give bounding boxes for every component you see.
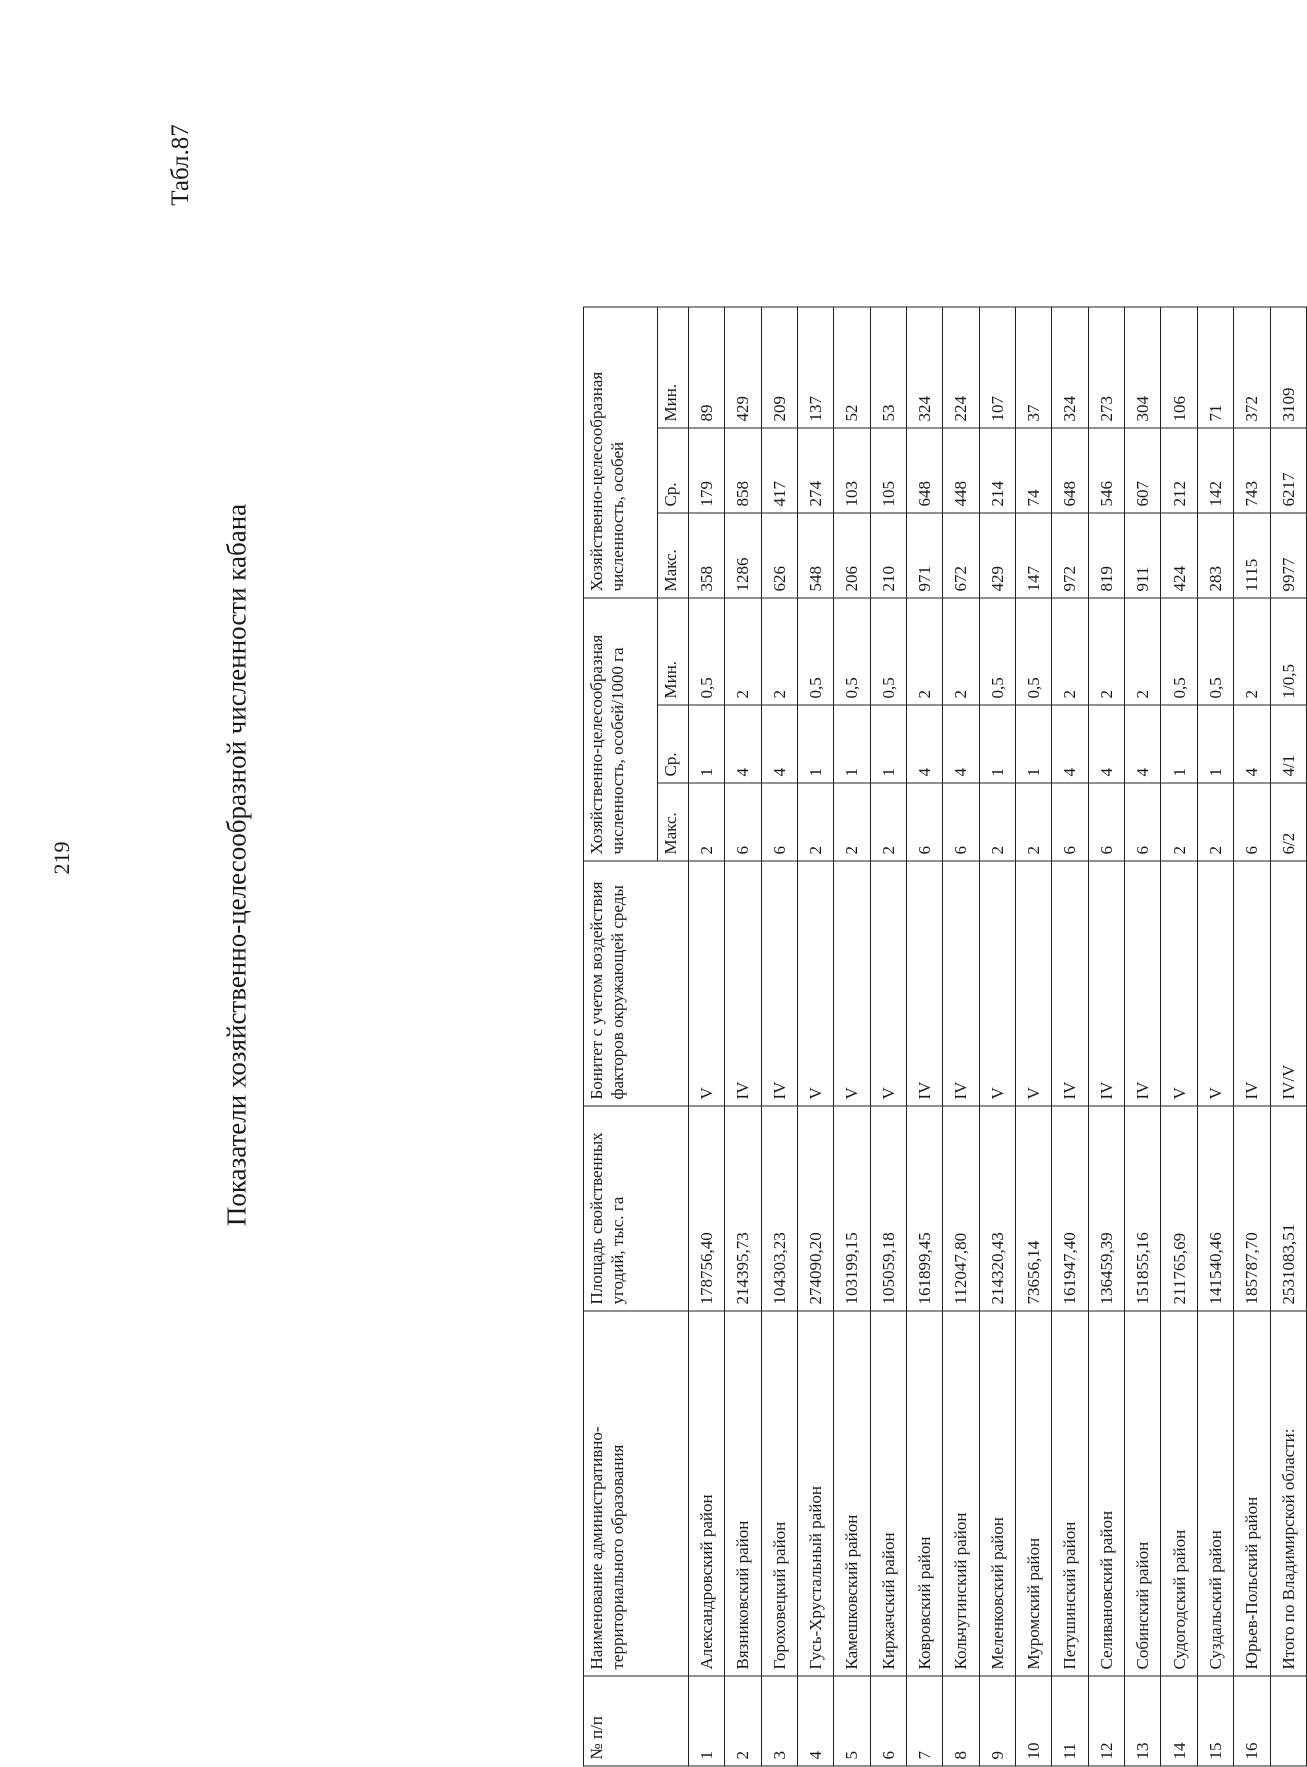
cell-bonitet: IV (761, 861, 797, 1106)
cell-density-avg: 4 (1052, 705, 1088, 783)
cell-count-avg: 417 (761, 428, 797, 513)
cell-district-name: Юрьев-Польский район (1234, 1311, 1270, 1676)
cell-area: 105059,18 (870, 1106, 906, 1311)
cell-density-avg: 4 (943, 705, 979, 783)
cell-count-min: 324 (907, 307, 943, 428)
cell-district-name: Гусь-Хрустальный район (798, 1311, 834, 1676)
cell-bonitet: V (798, 861, 834, 1106)
cell-bonitet: IV (1234, 861, 1270, 1106)
header-density-max: Макс. (658, 783, 689, 861)
cell-density-max: 6 (761, 783, 797, 861)
cell-num: 12 (1088, 1676, 1124, 1766)
cell-num: 15 (1197, 1676, 1233, 1766)
cell-district-name: Суздальский район (1197, 1311, 1233, 1676)
cell-num: 8 (943, 1676, 979, 1766)
cell-count-avg: 546 (1088, 428, 1124, 513)
cell-density-min: 2 (761, 598, 797, 705)
cell-density-min: 0,5 (689, 598, 725, 705)
cell-density-max: 6 (1052, 783, 1088, 861)
cell-count-min: 273 (1088, 307, 1124, 428)
cell-count-min: 137 (798, 307, 834, 428)
table-row (1234, 307, 1270, 1766)
cell-density-avg: 4 (907, 705, 943, 783)
cell-density-max: 6 (907, 783, 943, 861)
cell-bonitet: V (1016, 861, 1052, 1106)
cell-count-max: 1286 (725, 513, 761, 598)
cell-density-avg: 4 (761, 705, 797, 783)
data-table (583, 306, 1307, 1766)
total-count-avg: 6217 (1270, 428, 1307, 513)
cell-count-max: 819 (1088, 513, 1124, 598)
cell-count-max: 429 (979, 513, 1015, 598)
cell-count-min: 89 (689, 307, 725, 428)
cell-count-avg: 142 (1197, 428, 1233, 513)
cell-district-name: Камешковский район (834, 1311, 870, 1676)
cell-num: 6 (870, 1676, 906, 1766)
cell-density-min: 0,5 (1161, 598, 1197, 705)
cell-count-max: 1115 (1234, 513, 1270, 598)
cell-density-avg: 4 (725, 705, 761, 783)
cell-num: 13 (1125, 1676, 1161, 1766)
header-area: Площадь свойственных угодий, тыс. га (584, 1106, 689, 1311)
cell-count-avg: 214 (979, 428, 1015, 513)
cell-density-min: 2 (725, 598, 761, 705)
cell-density-min: 2 (1088, 598, 1124, 705)
cell-count-min: 107 (979, 307, 1015, 428)
cell-area: 161899,45 (907, 1106, 943, 1311)
cell-bonitet: IV (907, 861, 943, 1106)
table-row (834, 307, 870, 1766)
cell-num: 11 (1052, 1676, 1088, 1766)
cell-count-max: 672 (943, 513, 979, 598)
cell-density-max: 2 (834, 783, 870, 861)
cell-area: 161947,40 (1052, 1106, 1088, 1311)
cell-area: 104303,23 (761, 1106, 797, 1311)
header-density-avg: Ср. (658, 705, 689, 783)
cell-count-min: 37 (1016, 307, 1052, 428)
cell-density-max: 6 (1088, 783, 1124, 861)
cell-count-avg: 743 (1234, 428, 1270, 513)
cell-density-avg: 1 (689, 705, 725, 783)
table-row (1197, 307, 1233, 1766)
cell-count-min: 304 (1125, 307, 1161, 428)
cell-density-avg: 1 (870, 705, 906, 783)
cell-density-avg: 1 (1197, 705, 1233, 783)
cell-count-avg: 607 (1125, 428, 1161, 513)
cell-count-max: 147 (1016, 513, 1052, 598)
cell-count-avg: 74 (1016, 428, 1052, 513)
header-bonitet: Бонитет с учетом воздействия факторов окружающей среды (584, 861, 689, 1106)
total-row (1270, 307, 1307, 1766)
cell-bonitet: IV (943, 861, 979, 1106)
cell-area: 136459,39 (1088, 1106, 1124, 1311)
cell-density-avg: 1 (979, 705, 1015, 783)
table-row (943, 307, 979, 1766)
cell-num: 9 (979, 1676, 1015, 1766)
cell-density-avg: 4 (1088, 705, 1124, 783)
cell-density-min: 2 (943, 598, 979, 705)
cell-density-min: 2 (1052, 598, 1088, 705)
table-row (1161, 307, 1197, 1766)
cell-bonitet: IV (1088, 861, 1124, 1106)
cell-num: 14 (1161, 1676, 1197, 1766)
cell-district-name: Гороховецкий район (761, 1311, 797, 1676)
cell-num: 1 (689, 1676, 725, 1766)
cell-num: 5 (834, 1676, 870, 1766)
header-count-group: Хозяйственно-целесообразная численность, особей (584, 307, 658, 598)
header-density-group: Хозяйственно-целесообразная численность, особей/1000 га (584, 598, 658, 861)
cell-density-max: 6 (1125, 783, 1161, 861)
cell-count-avg: 212 (1161, 428, 1197, 513)
cell-density-avg: 1 (1016, 705, 1052, 783)
cell-density-max: 2 (1016, 783, 1052, 861)
table-body (689, 307, 1307, 1766)
cell-count-max: 424 (1161, 513, 1197, 598)
cell-count-max: 283 (1197, 513, 1233, 598)
cell-count-min: 209 (761, 307, 797, 428)
cell-count-min: 71 (1197, 307, 1233, 428)
total-density-max: 6/2 (1270, 783, 1307, 861)
cell-area: 211765,69 (1161, 1106, 1197, 1311)
cell-count-min: 224 (943, 307, 979, 428)
cell-count-min: 324 (1052, 307, 1088, 428)
cell-count-avg: 103 (834, 428, 870, 513)
cell-density-avg: 4 (1125, 705, 1161, 783)
cell-count-min: 52 (834, 307, 870, 428)
page-number: 219 (49, 841, 74, 875)
cell-num: 7 (907, 1676, 943, 1766)
cell-density-max: 2 (979, 783, 1015, 861)
table-row (979, 307, 1015, 1766)
cell-count-max: 911 (1125, 513, 1161, 598)
cell-district-name: Петушинский район (1052, 1311, 1088, 1676)
cell-density-avg: 1 (834, 705, 870, 783)
cell-density-min: 2 (907, 598, 943, 705)
table-row (725, 307, 761, 1766)
total-area: 2531083,51 (1270, 1106, 1307, 1311)
cell-count-max: 972 (1052, 513, 1088, 598)
cell-density-max: 2 (1161, 783, 1197, 861)
cell-district-name: Селивановский район (1088, 1311, 1124, 1676)
cell-density-min: 0,5 (1197, 598, 1233, 705)
cell-district-name: Киржачский район (870, 1311, 906, 1676)
cell-count-max: 548 (798, 513, 834, 598)
cell-area: 112047,80 (943, 1106, 979, 1311)
cell-bonitet: V (834, 861, 870, 1106)
cell-count-max: 971 (907, 513, 943, 598)
table-row (1016, 307, 1052, 1766)
header-density-min: Мин. (658, 598, 689, 705)
header-name: Наименование административно-территориального образования (584, 1311, 689, 1676)
cell-count-avg: 858 (725, 428, 761, 513)
cell-num: 3 (761, 1676, 797, 1766)
cell-count-max: 626 (761, 513, 797, 598)
cell-num: 10 (1016, 1676, 1052, 1766)
cell-count-avg: 648 (907, 428, 943, 513)
page-title: Показатели хозяйственно-целесообразной численности кабана (221, 503, 252, 1227)
table-row (761, 307, 797, 1766)
table-row (798, 307, 834, 1766)
cell-num: 4 (798, 1676, 834, 1766)
cell-count-max: 206 (834, 513, 870, 598)
cell-count-max: 210 (870, 513, 906, 598)
cell-area: 274090,20 (798, 1106, 834, 1311)
cell-count-avg: 648 (1052, 428, 1088, 513)
cell-density-max: 2 (689, 783, 725, 861)
table-row (907, 307, 943, 1766)
cell-density-avg: 1 (1161, 705, 1197, 783)
total-density-avg: 4/1 (1270, 705, 1307, 783)
header-count-min: Мин. (658, 307, 689, 428)
cell-area: 185787,70 (1234, 1106, 1270, 1311)
cell-bonitet: IV (1052, 861, 1088, 1106)
cell-count-min: 106 (1161, 307, 1197, 428)
cell-bonitet: V (1197, 861, 1233, 1106)
table-row (1088, 307, 1124, 1766)
cell-count-min: 429 (725, 307, 761, 428)
cell-count-avg: 179 (689, 428, 725, 513)
cell-district-name: Судогодский район (1161, 1311, 1197, 1676)
cell-area: 151855,16 (1125, 1106, 1161, 1311)
total-bonitet: IV/V (1270, 861, 1307, 1106)
cell-density-max: 2 (870, 783, 906, 861)
cell-density-avg: 4 (1234, 705, 1270, 783)
table-row (1125, 307, 1161, 1766)
cell-bonitet: IV (725, 861, 761, 1106)
cell-bonitet: IV (1125, 861, 1161, 1106)
cell-bonitet: V (689, 861, 725, 1106)
cell-count-min: 372 (1234, 307, 1270, 428)
total-num (1270, 1676, 1307, 1766)
cell-density-min: 0,5 (979, 598, 1015, 705)
cell-density-min: 2 (1125, 598, 1161, 705)
cell-density-max: 6 (1234, 783, 1270, 861)
cell-count-min: 53 (870, 307, 906, 428)
cell-bonitet: V (1161, 861, 1197, 1106)
table-row (870, 307, 906, 1766)
total-density-min: 1/0,5 (1270, 598, 1307, 705)
cell-area: 141540,46 (1197, 1106, 1233, 1311)
cell-density-max: 6 (725, 783, 761, 861)
table-label: Табл.87 (167, 124, 194, 206)
cell-num: 2 (725, 1676, 761, 1766)
cell-district-name: Меленковский район (979, 1311, 1015, 1676)
cell-count-max: 358 (689, 513, 725, 598)
cell-district-name: Александровский район (689, 1311, 725, 1676)
cell-count-avg: 274 (798, 428, 834, 513)
cell-density-max: 2 (1197, 783, 1233, 861)
cell-density-min: 2 (1234, 598, 1270, 705)
cell-district-name: Муромский район (1016, 1311, 1052, 1676)
cell-count-avg: 448 (943, 428, 979, 513)
cell-district-name: Собинский район (1125, 1311, 1161, 1676)
total-district-name: Итого по Владимирской области: (1270, 1311, 1307, 1676)
cell-num: 16 (1234, 1676, 1270, 1766)
cell-district-name: Кольчугинский район (943, 1311, 979, 1676)
header-num: № п/п (584, 1676, 689, 1766)
cell-area: 178756,40 (689, 1106, 725, 1311)
header-count-avg: Ср. (658, 428, 689, 513)
total-count-max: 9977 (1270, 513, 1307, 598)
cell-count-avg: 105 (870, 428, 906, 513)
cell-density-min: 0,5 (1016, 598, 1052, 705)
cell-bonitet: V (979, 861, 1015, 1106)
cell-district-name: Ковровский район (907, 1311, 943, 1676)
cell-area: 73656,14 (1016, 1106, 1052, 1311)
table-row (1052, 307, 1088, 1766)
table-row (689, 307, 725, 1766)
cell-density-max: 6 (943, 783, 979, 861)
cell-bonitet: V (870, 861, 906, 1106)
cell-density-max: 2 (798, 783, 834, 861)
total-count-min: 3109 (1270, 307, 1307, 428)
cell-area: 103199,15 (834, 1106, 870, 1311)
cell-density-min: 0,5 (870, 598, 906, 705)
cell-area: 214320,43 (979, 1106, 1015, 1311)
header-count-max: Макс. (658, 513, 689, 598)
table-wrapper (583, 308, 1307, 1767)
cell-area: 214395,73 (725, 1106, 761, 1311)
cell-district-name: Вязниковский район (725, 1311, 761, 1676)
cell-density-avg: 1 (798, 705, 834, 783)
cell-density-min: 0,5 (798, 598, 834, 705)
cell-density-min: 0,5 (834, 598, 870, 705)
